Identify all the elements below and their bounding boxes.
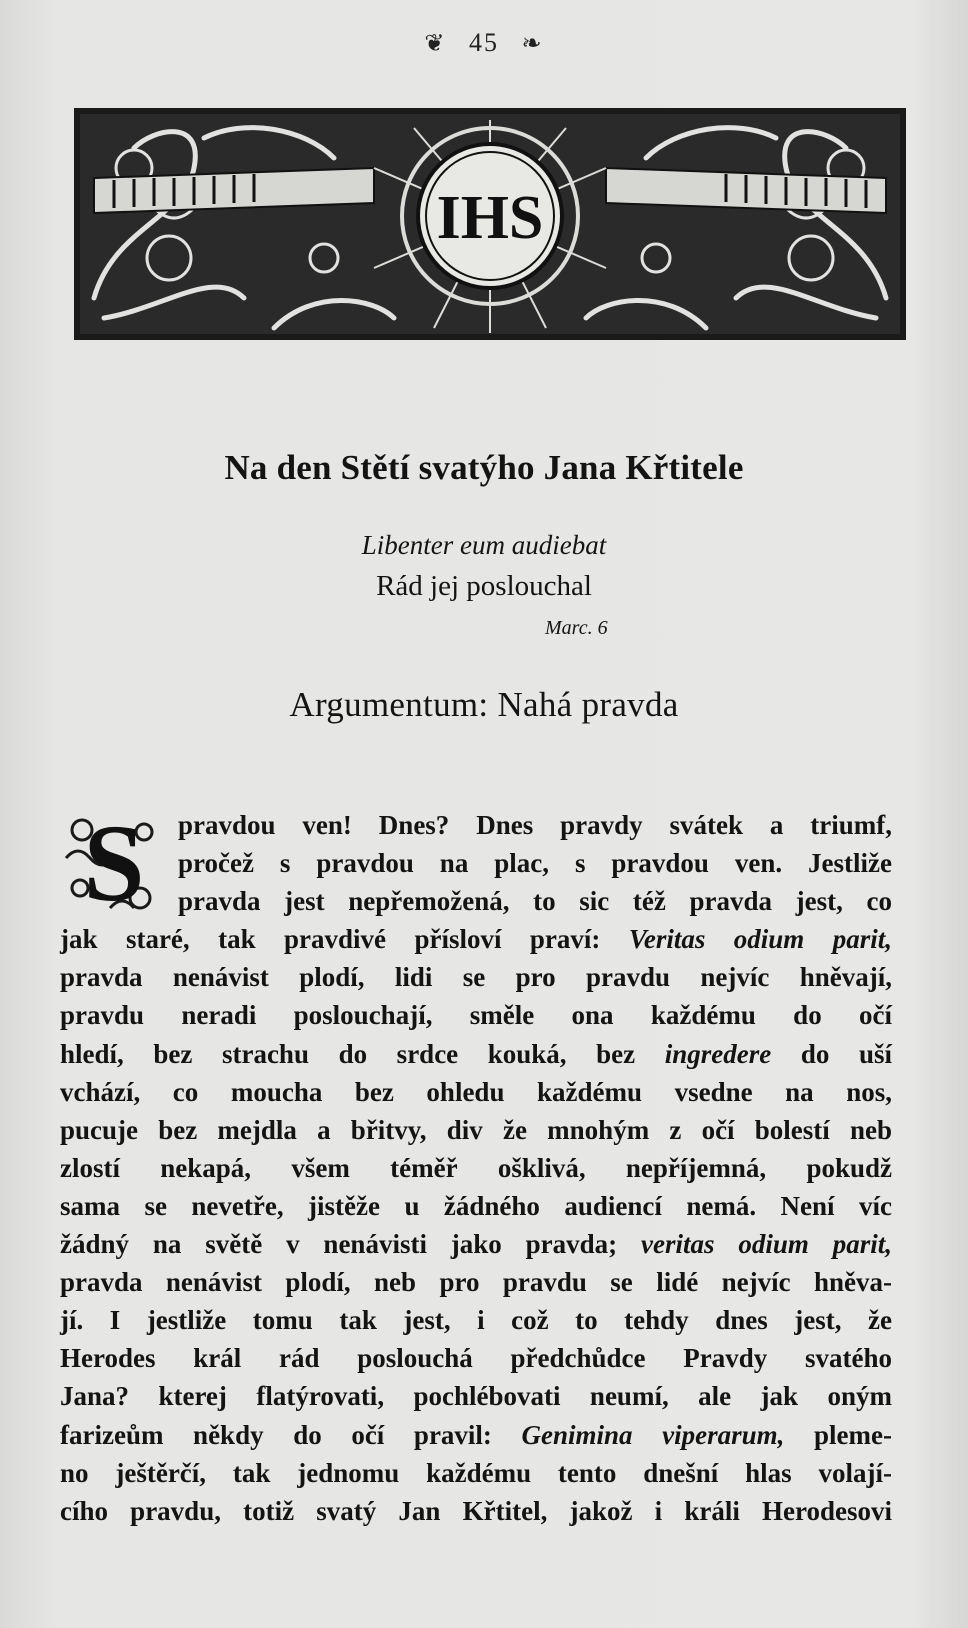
text-line: sama se nevetře, jistěže u žádného audiencí nemá. Není víc (60, 1190, 892, 1221)
running-header (0, 28, 968, 58)
left-ornament-icon: ❦ (424, 31, 447, 57)
page-number: 45 (469, 28, 499, 57)
text-line: pročež s pravdou na plac, s pravdou ven. Jestliže (178, 848, 892, 879)
text-line: pravdou ven! Dnes? Dnes pravdy svátek a triumf, (178, 810, 892, 840)
argument-heading: Argumentum: Nahá pravda (289, 685, 679, 724)
woodcut-headpiece-icon (74, 108, 906, 340)
drop-cap-letter: S (83, 808, 145, 916)
text-line: žádný na světě v nenávisti jako pravda; veritas odium parit, (60, 1229, 893, 1260)
text-line: Herodes král rád poslouchá předchůdce Pravdy svatého (60, 1343, 892, 1374)
page-title: Na den Stětí svatýho Jana Křtitele (224, 448, 744, 487)
latin-motto: Libenter eum audiebat (361, 530, 607, 560)
text-line: zlostí nekapá, všem téměř ošklivá, nepříjemná, pokudž (60, 1152, 892, 1183)
text-line: hledí, bez strachu do srdce kouká, bez ingredere do uší (60, 1038, 892, 1069)
text-line: jak staré, tak pravdivé přísloví praví: Veritas odium parit, (60, 924, 892, 955)
text-line: no ještěrčí, tak jednomu každému tento dnešní hlas volají- (60, 1457, 892, 1488)
text-line: cího pravdu, totiž svatý Jan Křtitel, jakož i králi Herodesovi (60, 1495, 892, 1526)
scripture-source: Marc. 6 (545, 617, 608, 639)
monogram: IHS (436, 184, 544, 252)
right-ornament-icon: ❧ (521, 31, 544, 57)
text-line: pucuje bez mejdla a břitvy, div že mnohým z očí bolestí neb (60, 1114, 892, 1145)
text-line: vchází, co moucha bez ohledu každému vsedne na nos, (60, 1076, 892, 1107)
text-line: farizeům někdy do očí pravil: Genimina viperarum, pleme- (60, 1419, 892, 1450)
text-line: pravda nenávist plodí, neb pro pravdu se lidé nejvíc hněva- (60, 1267, 892, 1298)
text-line: Jana? kterej flatýrovati, pochlébovati neumí, ale jak oným (60, 1381, 892, 1412)
text-line: pravda nenávist plodí, lidi se pro pravdu nejvíc hněvají, (60, 962, 892, 993)
text-line: jí. I jestliže tomu tak jest, i což to tehdy dnes jest, že (60, 1305, 892, 1336)
body-paragraph (60, 806, 892, 1530)
text-line: pravda jest nepřemožená, to sic též pravda jest, co (178, 886, 892, 917)
czech-motto: Rád jej poslouchal (376, 570, 592, 602)
text-line: pravdu neradi poslouchají, směle ona každému do očí (60, 1000, 892, 1031)
